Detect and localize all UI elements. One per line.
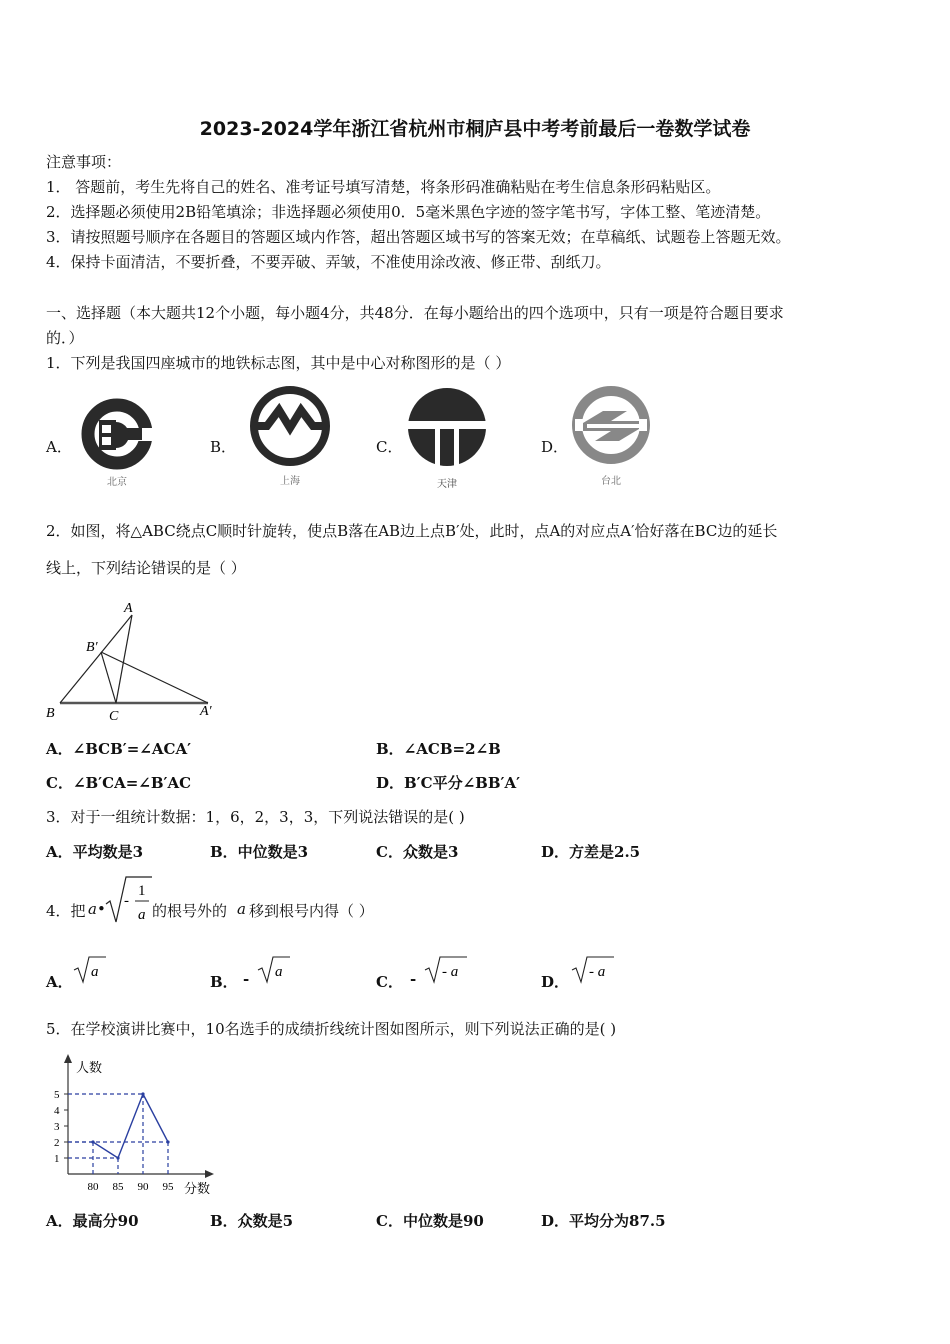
y-axis-arrow <box>64 1054 72 1063</box>
q5-option-c: C．中位数是90 <box>376 1212 484 1230</box>
city-caption: 北京 <box>107 477 127 488</box>
notice-item: 1． 答题前，考生先将自己的姓名、准考证号填写清楚，将条形码准确粘贴在考生信息条形码粘贴区。 <box>46 178 721 196</box>
q5-option-d: D．平均分为87.5 <box>541 1212 666 1230</box>
notice-item: 3．请按照题号顺序在各题目的答题区域内作答，超出答题区域书写的答案无效；在草稿纸、试题卷上答题无效。 <box>46 228 791 246</box>
city-caption: 台北 <box>601 476 621 487</box>
notice-item: 4．保持卡面清洁，不要折叠，不要弄破、弄皱，不准使用涂改液、修正带、刮纸刀。 <box>46 253 611 271</box>
x-tick-label: 80 <box>87 1181 99 1193</box>
q2-stem-line2: 线上，下列结论错误的是（ ） <box>46 559 246 577</box>
q4-option-sign: - <box>410 970 417 988</box>
q1-option-label: D． <box>541 438 569 456</box>
svg-text:- a: - a <box>589 964 606 980</box>
point-label-a: A <box>124 601 133 616</box>
q2-stem-line1: 2．如图，将△ABC绕点C顺时针旋转，使点B落在AB边上点B′处，此时，点A的对应点A′恰好落在BC边的延长 <box>46 522 778 540</box>
q2-option-c: C．∠B′CA=∠B′AC <box>46 774 192 792</box>
svg-text:-: - <box>124 893 129 909</box>
q2-option-d: D．B′C平分∠BB′A′ <box>376 774 521 792</box>
point-label-b-prime: B′ <box>86 640 98 655</box>
data-point <box>141 1092 144 1095</box>
svg-text:a: a <box>138 907 146 923</box>
q2-option-b: B．∠ACB=2∠B <box>376 740 501 758</box>
q4-var: a• <box>88 900 106 918</box>
section-heading-line2: 的．） <box>46 329 84 347</box>
q1-option-label: A． <box>46 438 72 456</box>
q5-option-a: A．最高分90 <box>46 1212 139 1230</box>
taipei-logo <box>567 383 657 495</box>
data-point <box>91 1140 94 1143</box>
series-segment <box>143 1094 168 1142</box>
q4-suffix-var: a <box>237 900 246 918</box>
data-point <box>166 1140 169 1143</box>
q1-stem: 1．下列是我国四座城市的地铁标志图，其中是中心对称图形的是（ ） <box>46 354 511 372</box>
point-label-c: C <box>109 709 119 724</box>
q5-stem: 5．在学校演讲比赛中，10名选手的成绩折线统计图如图所示，则下列说法正确的是( ) <box>46 1020 617 1038</box>
q4-option-b-radical <box>254 954 294 986</box>
q5-option-b: B．众数是5 <box>210 1212 294 1230</box>
tianjin-logo <box>402 384 492 496</box>
q4-prefix: 4．把 <box>46 902 86 920</box>
q4-option-label: A． <box>46 973 73 991</box>
q2-triangle-figure <box>40 595 230 725</box>
svg-text:a: a <box>275 964 283 980</box>
y-axis-label: 人数 <box>76 1060 103 1075</box>
x-axis-label: 分数 <box>184 1181 211 1196</box>
q4-option-label: D． <box>541 973 570 991</box>
svg-text:- a: - a <box>442 964 459 980</box>
q3-option-b: B．中位数是3 <box>210 843 309 861</box>
q4-suffix-pre: 的根号外的 <box>152 902 228 920</box>
q3-option-d: D．方差是2.5 <box>541 843 641 861</box>
svg-text:1: 1 <box>138 883 146 899</box>
x-tick-label: 90 <box>137 1181 149 1193</box>
series-segment <box>118 1094 143 1158</box>
q4-option-sign: - <box>243 970 250 988</box>
x-tick-label: 85 <box>112 1181 124 1193</box>
q5-line-chart <box>46 1050 226 1198</box>
q4-option-label: C． <box>376 973 403 991</box>
city-caption: 上海 <box>280 476 300 487</box>
q4-option-a-radical <box>70 954 110 986</box>
q3-option-c: C．众数是3 <box>376 843 459 861</box>
point-label-b: B <box>46 706 55 721</box>
q4-option-d-radical <box>568 954 618 986</box>
y-tick-label: 2 <box>54 1137 60 1149</box>
city-caption: 天津 <box>437 479 457 490</box>
q4-option-label: B． <box>210 973 238 991</box>
y-tick-label: 5 <box>54 1089 60 1101</box>
y-tick-label: 1 <box>54 1153 60 1165</box>
section-heading-line1: 一、选择题（本大题共12个小题，每小题4分，共48分．在每小题给出的四个选项中，只有一项是符合题目要求 <box>46 304 784 322</box>
q2-option-a: A．∠BCB′=∠ACA′ <box>46 740 192 758</box>
series-segment <box>93 1142 118 1158</box>
x-axis-arrow <box>205 1170 214 1178</box>
notice-item: 2．选择题必须使用2B铅笔填涂；非选择题必须使用0．5毫米黑色字迹的签字笔书写，字体工整、笔迹清楚。 <box>46 203 771 221</box>
q1-option-label: C． <box>376 438 403 456</box>
notice-heading: 注意事项： <box>46 153 122 171</box>
beijing-logo <box>72 384 162 496</box>
svg-text:a: a <box>91 964 99 980</box>
q3-option-a: A．平均数是3 <box>46 843 144 861</box>
shanghai-logo <box>245 380 335 492</box>
q4-suffix-post: 移到根号内得（ ） <box>249 902 374 920</box>
y-tick-label: 3 <box>54 1121 60 1133</box>
y-tick-label: 4 <box>54 1105 60 1117</box>
data-point <box>116 1156 119 1159</box>
point-label-a-prime: A′ <box>200 704 212 719</box>
q4-option-c-radical <box>421 954 471 986</box>
q1-option-label: B． <box>210 438 237 456</box>
q3-stem: 3．对于一组统计数据：1，6，2，3，3，下列说法错误的是( ) <box>46 808 465 826</box>
x-tick-label: 95 <box>162 1181 174 1193</box>
page-title: 2023-2024学年浙江省杭州市桐庐县中考考前最后一卷数学试卷 <box>199 118 751 140</box>
q4-radical <box>104 874 154 928</box>
